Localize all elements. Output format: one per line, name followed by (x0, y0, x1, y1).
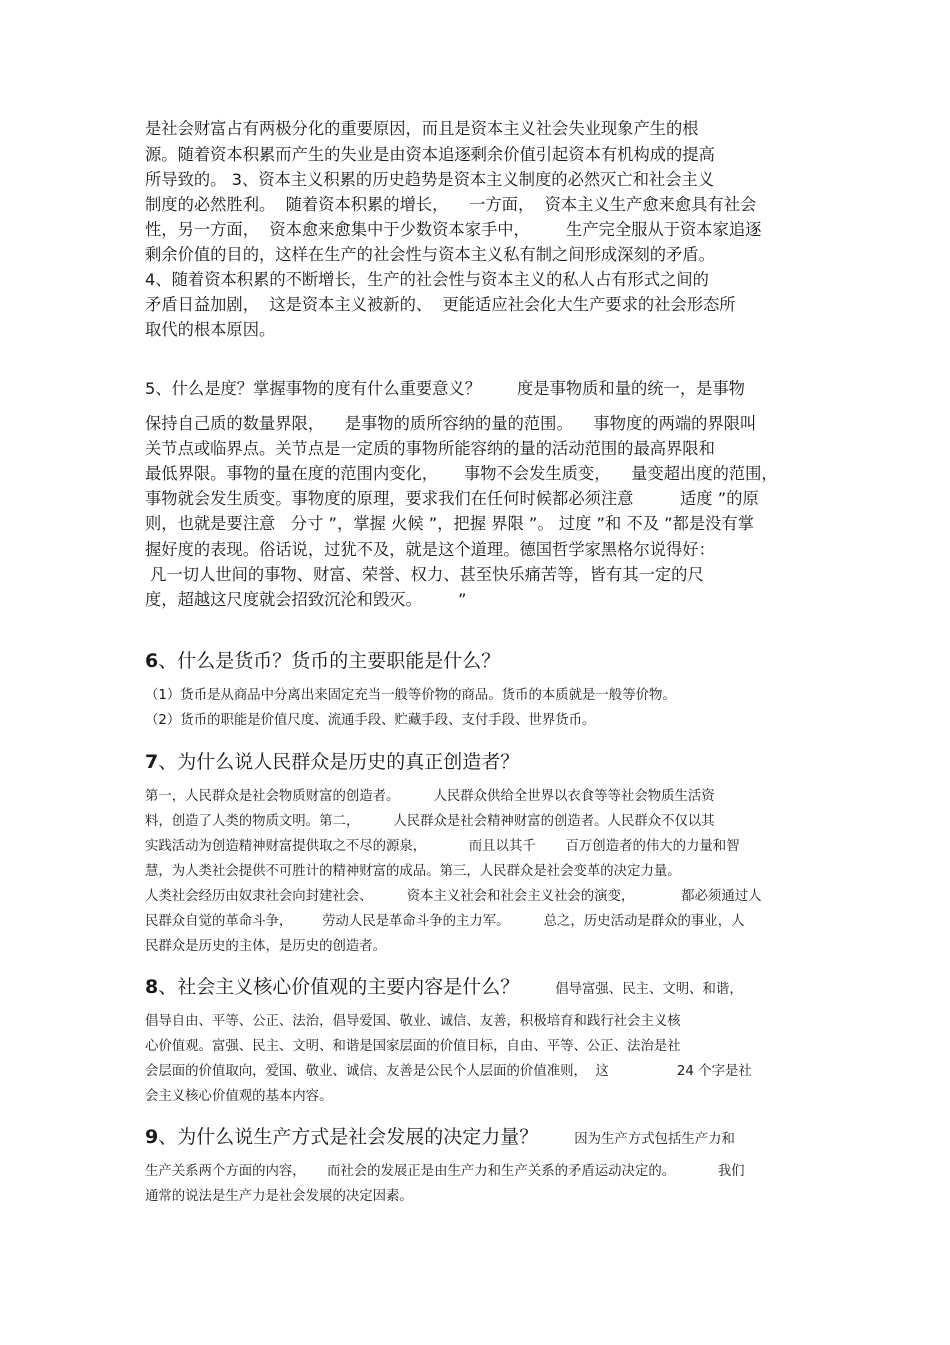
q9-title: 、为什么说生产方式是社会发展的决定力量？ (158, 1126, 539, 1148)
q7-title: 、为什么说人民群众是历史的真正创造者？ (158, 751, 520, 773)
q7-heading (145, 753, 519, 772)
text-line: 最低界限。事物的量在度的范围内变化， 事物不会发生质变， 量变超出度的范围， (145, 464, 778, 483)
text-line: 制度的必然胜利。 随着资本积累的增长， 一方面， 资本主义生产愈来愈具有社会 (145, 195, 757, 214)
text-line: （2）货币的职能是价值尺度、流通手段、贮藏手段、支付手段、世界货币。 (145, 713, 596, 728)
q8-lead-text: 倡导富强、民主、文明、和谐， (555, 982, 743, 997)
text-line: 握好度的表现。俗话说，过犹不及，就是这个道理。德国哲学家黑格尔说得好： (145, 540, 715, 559)
text-line: 所导致的。 3、资本主义积累的历史趋势是资本主义制度的必然灭亡和社会主义 (145, 170, 715, 189)
text-line: 保持自己质的数量界限， 是事物的质所容纳的量的范围。 事物度的两端的界限叫 (145, 414, 757, 433)
text-line: 则，也就是要注意 分寸 ”，掌握 火候 ”，把握 界限 ”。 过度 ”和 不及 ”都是没有掌 (145, 514, 755, 533)
text-line: 关节点或临界点。关节点是一定质的事物所能容纳的量的活动范围的最高界限和 (145, 439, 715, 458)
text-line: 民群众是历史的主体，是历史的创造者。 (145, 939, 387, 954)
q8-heading-line (145, 978, 743, 997)
text-line: 性，另一方面， 资本愈来愈集中于少数资本家手中， 生产完全服从于资本家追逐 (145, 220, 762, 239)
text-line: （1）货币是从商品中分离出来固定充当一般等价物的商品。货币的本质就是一般等价物。 (145, 688, 676, 703)
text-line: 料，创造了人类的物质文明。第二， 人民群众是社会精神财富的创造者。人民群众不仅以其 (145, 814, 715, 829)
text-line: 4、随着资本积累的不断增长，生产的社会性与资本主义的私人占有形式之间的 (145, 270, 709, 289)
text-line: 凡一切人世间的事物、财富、荣誉、权力、甚至快乐痛苦等，皆有其一定的尺 (145, 565, 704, 584)
q5-heading-line (145, 381, 745, 397)
q9-heading-line (145, 1128, 735, 1147)
q5-lead-text: 度是事物质和量的统一，是事物 (517, 379, 745, 398)
q6-number: 6 (145, 650, 159, 672)
text-line: 第一，人民群众是社会物质财富的创造者。 人民群众供给全世界以衣食等等社会物质生活资 (145, 789, 715, 804)
text-line: 民群众自觉的革命斗争， 劳动人民是革命斗争的主力军。 总之，历史活动是群众的事业，人 (145, 914, 745, 929)
q9-lead-text: 因为生产方式包括生产力和 (574, 1132, 735, 1147)
q8-number: 8 (145, 976, 159, 998)
text-line: 实践活动为创造精神财富提供取之不尽的源泉， 而且以其千 百万创造者的伟大的力量和智 (145, 839, 740, 854)
text-line: 矛盾日益加剧， 这是资本主义被新的、 更能适应社会化大生产要求的社会形态所 (145, 295, 736, 314)
text-line: 取代的根本原因。 (145, 320, 276, 339)
text-line: 源。随着资本积累而产生的失业是由资本追逐剩余价值引起资本有机构成的提高 (145, 145, 715, 164)
q8-title: 、社会主义核心价值观的主要内容是什么？ (158, 976, 520, 998)
text-line: 会主义核心价值观的基本内容。 (145, 1089, 333, 1104)
text-line: 通常的说法是生产力是社会发展的决定因素。 (145, 1189, 413, 1204)
q6-heading (145, 652, 500, 671)
q5-question: 5、什么是度？掌握事物的度有什么重要意义？ (145, 379, 481, 398)
text-line: 剩余价值的目的，这样在生产的社会性与资本主义私有制之间形成深刻的矛盾。 (145, 245, 715, 264)
text-line: 会层面的价值取向，爱国、敬业、诚信、友善是公民个人层面的价值准则， 这 24 个字是社 (145, 1064, 752, 1079)
text-line: 人类社会经历由奴隶社会向封建社会、 资本主义社会和社会主义社会的演变， 都必须通过人 (145, 889, 762, 904)
text-line: 慧，为人类社会提供不可胜计的精神财富的成品。第三，人民群众是社会变革的决定力量。 (145, 864, 681, 879)
text-line: 事物就会发生质变。事物度的原理，要求我们在任何时候都必须注意 适度 ”的原 (145, 489, 759, 508)
text-line: 倡导自由、平等、公正、法治，倡导爱国、敬业、诚信、友善，积极培育和践行社会主义核 (145, 1014, 681, 1029)
q9-number: 9 (145, 1126, 159, 1148)
text-line: 度，超越这尺度就会招致沉沦和毁灭。 ” (145, 590, 467, 609)
text-line: 心价值观。富强、民主、文明、和谐是国家层面的价值目标，自由、平等、公正、法治是社 (145, 1039, 681, 1054)
q6-title: 、什么是货币？货币的主要职能是什么？ (158, 650, 501, 672)
q7-number: 7 (145, 751, 159, 773)
text-line: 是社会财富占有两极分化的重要原因，而且是资本主义社会失业现象产生的根 (145, 119, 699, 138)
text-line: 生产关系两个方面的内容， 而社会的发展正是由生产力和生产关系的矛盾运动决定的。 我们 (145, 1164, 745, 1179)
